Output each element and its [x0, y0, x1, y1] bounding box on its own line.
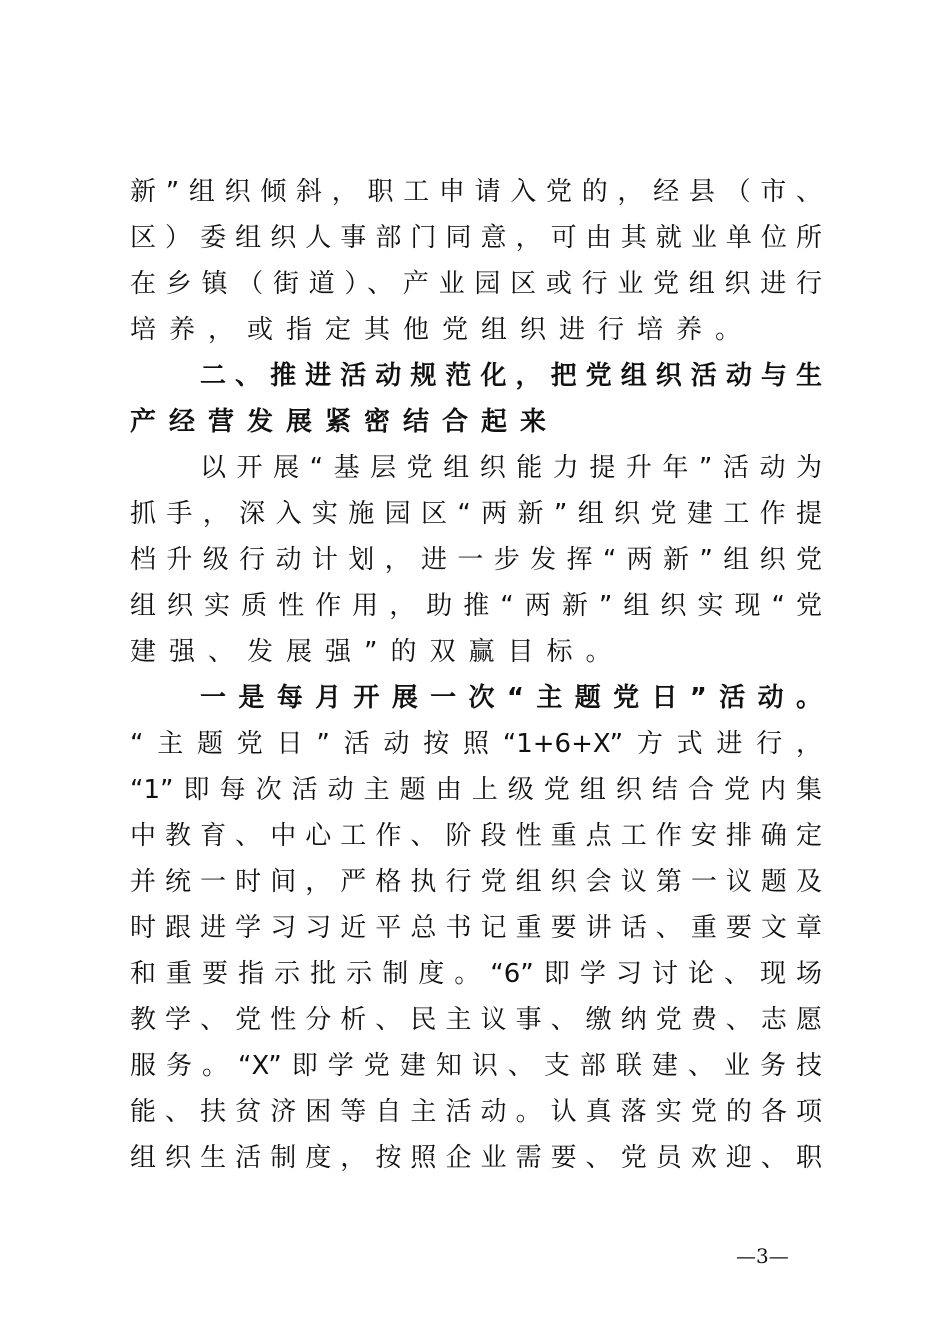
body-text-line: 档升级行动计划，进一步发挥“两新”组织党: [130, 545, 822, 575]
page-number: —3—: [736, 1244, 789, 1268]
body-text-line: 抓手，深入实施园区“两新”组织党建工作提: [130, 499, 822, 529]
body-text-line: 教学、党性分析、民主议事、缴纳党费、志愿: [130, 1005, 822, 1035]
subheading-line: 一是每月开展一次“主题党日”活动。: [200, 683, 822, 713]
body-text-line: 区）委组织人事部门同意，可由其就业单位所: [130, 223, 822, 253]
body-text-line: 在乡镇（街道）、产业园区或行业党组织进行: [130, 269, 822, 299]
body-text-line: 建强、发展强”的双赢目标。: [130, 637, 625, 667]
body-text-line: “1”即每次活动主题由上级党组织结合党内集: [130, 775, 822, 805]
body-text-line: 中教育、中心工作、阶段性重点工作安排确定: [130, 821, 822, 851]
body-text-line: 时跟进学习习近平总书记重要讲话、重要文章: [130, 913, 822, 943]
body-text-line: 组织生活制度，按照企业需要、党员欢迎、职: [130, 1143, 822, 1173]
body-text-line: 服务。“X”即学党建知识、支部联建、业务技: [130, 1051, 822, 1081]
body-text-line: 能、扶贫济困等自主活动。认真落实党的各项: [130, 1097, 822, 1127]
body-text-line: 并统一时间，严格执行党组织会议第一议题及: [130, 867, 822, 897]
body-text-line: 组织实质性作用，助推“两新”组织实现“党: [130, 591, 822, 621]
section-heading-line: 产经营发展紧密结合起来: [130, 407, 560, 437]
body-text-line: 新”组织倾斜，职工申请入党的，经县（市、: [130, 177, 822, 207]
section-heading-line: 二、推进活动规范化，把党组织活动与生: [200, 361, 822, 391]
body-text-line: “主题党日”活动按照“1+6+X”方式进行，: [130, 729, 822, 759]
body-text-line: 以开展“基层党组织能力提升年”活动为: [200, 453, 822, 483]
body-text-line: 和重要指示批示制度。“6”即学习讨论、现场: [130, 959, 822, 989]
body-text-line: 培养，或指定其他党组织进行培养。: [130, 315, 755, 345]
